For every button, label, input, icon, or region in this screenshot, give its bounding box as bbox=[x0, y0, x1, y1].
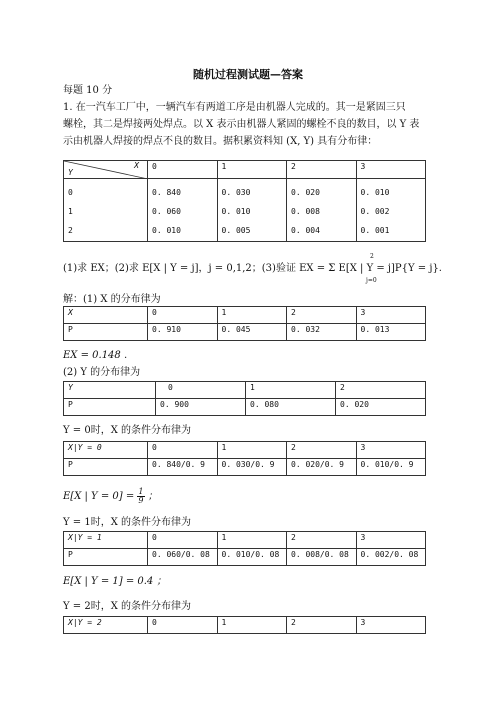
p-1-0: 0. 060 bbox=[152, 207, 181, 216]
y-dist-h1: 0 bbox=[156, 382, 246, 399]
x-dist-h4: 3 bbox=[356, 307, 426, 324]
cond1-expectation: E[X | Y = 1] = 0.4 ； bbox=[63, 576, 167, 587]
y-distribution-table bbox=[63, 381, 426, 416]
cond1-h2: 1 bbox=[217, 532, 287, 549]
y-dist-r2: 0. 080 bbox=[246, 399, 336, 416]
col-x1-cell bbox=[217, 179, 287, 242]
p-1-3: 0. 002 bbox=[360, 207, 390, 216]
y-dist-r1: 0. 900 bbox=[156, 399, 246, 416]
cond0-r2: 0. 030/0. 9 bbox=[217, 459, 287, 476]
cond0-expect-tail: ； bbox=[147, 491, 158, 502]
x-dist-r4: 0. 013 bbox=[356, 324, 426, 341]
corner-cell bbox=[64, 161, 148, 179]
sum-lower-limit: j=0 bbox=[366, 277, 377, 284]
p-2-2: 0. 004 bbox=[291, 226, 320, 235]
corner-y-label: Y bbox=[68, 168, 73, 177]
col-x0-cell bbox=[148, 179, 218, 242]
ex-result: EX = 0.148 . bbox=[63, 350, 128, 361]
y-value-2: 2 bbox=[68, 226, 73, 235]
cond0-r1: 0. 840/0. 9 bbox=[148, 459, 218, 476]
x-dist-h2: 1 bbox=[217, 307, 287, 324]
x-dist-r3: 0. 032 bbox=[287, 324, 357, 341]
x-dist-h3: 2 bbox=[287, 307, 357, 324]
questions-text: (1)求 EX；(2)求 E[X | Y = j]，j = 0,1,2；(3)验证 EX = Σ E[X | Y = j]P{Y = j}. bbox=[63, 263, 442, 274]
y-dist-h0: Y bbox=[64, 382, 156, 399]
cond1-r4: 0. 002/0. 08 bbox=[356, 549, 426, 566]
x-dist-r2: 0. 045 bbox=[217, 324, 287, 341]
cond0-expect-lhs: E[X | Y = 0] = bbox=[63, 491, 135, 502]
problem-line-2: 螺栓，其二是焊接两处焊点。以 X 表示由机器人紧固的螺栓不良的数目，以 Y 表 bbox=[63, 119, 420, 130]
y-value-0: 0 bbox=[68, 188, 73, 197]
solution-heading: 解：(1) X 的分布律为 bbox=[63, 294, 161, 305]
cond0-h4: 3 bbox=[356, 442, 426, 459]
y-value-1: 1 bbox=[68, 207, 73, 216]
p-1-2: 0. 008 bbox=[291, 207, 320, 216]
cond2-h3: 2 bbox=[287, 617, 357, 634]
p-0-3: 0. 010 bbox=[360, 188, 390, 197]
fraction-denominator: 9 bbox=[138, 496, 144, 505]
cond0-h0: X|Y = 0 bbox=[64, 442, 148, 459]
questions-line bbox=[63, 262, 442, 275]
part2-heading: (2) Y 的分布律为 bbox=[63, 367, 141, 378]
y-dist-r0: P bbox=[64, 399, 156, 416]
cond0-expectation bbox=[63, 488, 158, 505]
y-dist-r3: 0. 020 bbox=[336, 399, 426, 416]
cond-y1-table bbox=[63, 531, 426, 566]
cond1-r1: 0. 060/0. 08 bbox=[148, 549, 218, 566]
cond2-heading: Y = 2时，X 的条件分布律为 bbox=[63, 601, 191, 612]
points-note: 每题 10 分 bbox=[63, 85, 113, 96]
joint-distribution-table bbox=[63, 160, 426, 242]
x-header-2: 2 bbox=[287, 161, 357, 179]
x-dist-r1: 0. 910 bbox=[148, 324, 218, 341]
cond2-h1: 0 bbox=[148, 617, 218, 634]
y-dist-h3: 2 bbox=[336, 382, 426, 399]
fraction-numerator: 1 bbox=[138, 487, 144, 496]
p-2-0: 0. 010 bbox=[152, 226, 181, 235]
cond0-heading: Y = 0时，X 的条件分布律为 bbox=[63, 425, 191, 436]
cond1-h3: 2 bbox=[287, 532, 357, 549]
cond1-h0: X|Y = 1 bbox=[64, 532, 148, 549]
x-distribution-table bbox=[63, 306, 426, 341]
cond2-h0: X|Y = 2 bbox=[64, 617, 148, 634]
sum-upper-limit: 2 bbox=[370, 253, 374, 260]
cond1-r0: P bbox=[64, 549, 148, 566]
x-dist-h0: X bbox=[64, 307, 148, 324]
y-values-cell bbox=[64, 179, 148, 242]
cond1-h4: 3 bbox=[356, 532, 426, 549]
cond-y2-table bbox=[63, 616, 426, 634]
p-1-1: 0. 010 bbox=[221, 207, 251, 216]
y-dist-h2: 1 bbox=[246, 382, 336, 399]
cond0-h3: 2 bbox=[287, 442, 357, 459]
problem-line-1: 1. 在一汽车工厂中，一辆汽车有两道工序是由机器人完成的。其一是紧固三只 bbox=[63, 102, 406, 113]
fraction bbox=[137, 488, 144, 505]
cond2-h2: 1 bbox=[217, 617, 287, 634]
cond0-r4: 0. 010/0. 9 bbox=[356, 459, 426, 476]
p-2-1: 0. 005 bbox=[221, 226, 251, 235]
x-header-3: 3 bbox=[356, 161, 426, 179]
corner-x-label: X bbox=[134, 161, 139, 170]
x-header-0: 0 bbox=[148, 161, 218, 179]
p-0-2: 0. 020 bbox=[291, 188, 320, 197]
col-x3-cell bbox=[356, 179, 426, 242]
cond1-h1: 0 bbox=[148, 532, 218, 549]
cond2-h4: 3 bbox=[356, 617, 426, 634]
page-title: 随机过程测试题—答案 bbox=[193, 68, 303, 81]
cond0-h2: 1 bbox=[217, 442, 287, 459]
cond0-r3: 0. 020/0. 9 bbox=[287, 459, 357, 476]
cond1-r2: 0. 010/0. 08 bbox=[217, 549, 287, 566]
col-x2-cell bbox=[287, 179, 357, 242]
x-dist-h1: 0 bbox=[148, 307, 218, 324]
p-0-0: 0. 840 bbox=[152, 188, 181, 197]
cond1-r3: 0. 008/0. 08 bbox=[287, 549, 357, 566]
cond1-heading: Y = 1时，X 的条件分布律为 bbox=[63, 517, 191, 528]
p-0-1: 0. 030 bbox=[221, 188, 251, 197]
p-2-3: 0. 001 bbox=[360, 226, 390, 235]
cond-y0-table bbox=[63, 441, 426, 476]
x-dist-r0: P bbox=[64, 324, 148, 341]
cond0-h1: 0 bbox=[148, 442, 218, 459]
cond0-r0: P bbox=[64, 459, 148, 476]
problem-line-3: 示由机器人焊接的焊点不良的数目。据积累资料知 (X, Y) 具有分布律： bbox=[63, 136, 378, 147]
x-header-1: 1 bbox=[217, 161, 287, 179]
